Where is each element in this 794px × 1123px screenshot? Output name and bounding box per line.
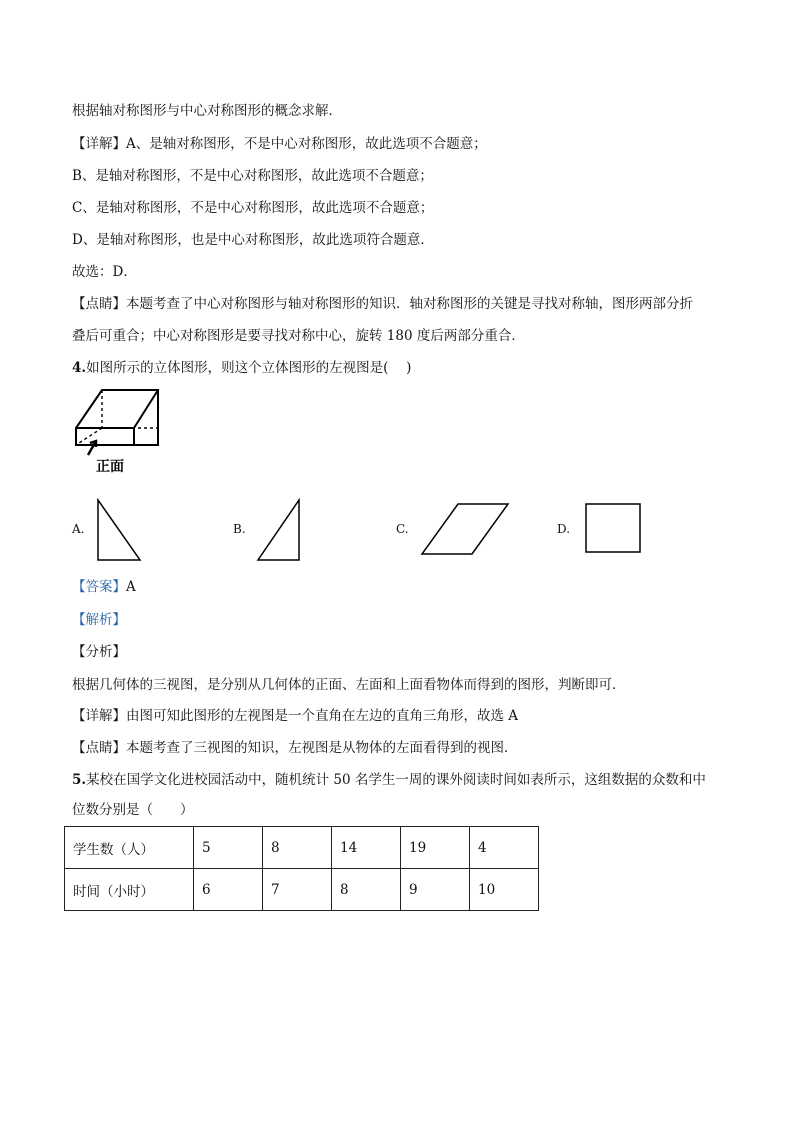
option-a-figure [96,498,142,562]
detail-line-d: D、是轴对称图形，也是中心对称图形，故此选项符合题意． [72,232,434,248]
option-c-label: C. [396,522,409,536]
comment3-label: 【点睛】 [72,296,126,312]
table-cell: 9 [401,869,470,911]
table-row2-header: 时间（小时） [65,869,194,911]
table-cell: 5 [194,827,263,869]
table-cell: 8 [263,827,332,869]
table-cell: 14 [332,827,401,869]
analysis-label: 【解析】 [72,612,126,628]
detail-choice: 故选：D． [72,264,137,280]
figure-label: 正面 [96,459,124,475]
answer-value: A [126,579,136,595]
q4-analysis-label [72,610,732,630]
table-cell: 8 [332,869,401,911]
q5-text1: 某校在国学文化进校园活动中，随机统计 50 名学生一周的课外阅读时间如表所示，这组数据的众数和中 [86,772,706,788]
q4-comment-text: 本题考查了三视图的知识，左视图是从物体的左面看得到的视图． [126,740,518,756]
q4-detail-label: 【详解】 [72,708,126,724]
detail-label: 【详解】 [72,136,126,152]
q4-answer [72,577,732,597]
detail-text-a: A、是轴对称图形，不是中心对称图形，故此选项不合题意； [126,136,487,152]
table-cell: 7 [263,869,332,911]
table-cell: 10 [470,869,539,911]
intro-line: 根据轴对称图形与中心对称图形的概念求解． [72,103,342,119]
q5-line1 [72,770,732,790]
answer-label: 【答案】 [72,579,126,595]
option-b-figure [256,498,302,562]
detail-line-b: B、是轴对称图形，不是中心对称图形，故此选项不合题意； [72,168,433,184]
detail-line-c: C、是轴对称图形，不是中心对称图形，故此选项不合题意； [72,200,434,216]
q4-text: 如图所示的立体图形，则这个立体图形的左视图是( ) [86,360,412,376]
q4-comment-label: 【点睛】 [72,740,126,756]
table-row [65,869,539,911]
q4-detail [72,706,732,726]
table-cell: 6 [194,869,263,911]
q4-number: 4. [72,360,87,376]
prism-figure [72,385,172,475]
table-cell: 19 [401,827,470,869]
q4-fenxi-text: 根据几何体的三视图，是分别从几何体的正面、左面和上面看物体而得到的图形，判断即可． [72,677,626,693]
comment3-line2: 叠后可重合；中心对称图形是要寻找对称中心，旋转 180 度后两部分重合． [72,328,525,344]
option-a-label: A. [72,522,85,536]
comment3-line1 [72,294,732,314]
option-c-figure [420,502,510,556]
reading-time-table [64,826,539,911]
table-cell: 4 [470,827,539,869]
option-d-figure [584,502,642,554]
table-row [65,827,539,869]
q5-number: 5. [72,772,87,788]
option-d-label: D. [557,522,571,536]
detail-line-a [72,134,732,154]
q5-line2: 位数分别是（ ） [72,802,194,818]
table-row1-header: 学生数（人） [65,827,194,869]
q4-fenxi-label: 【分析】 [72,644,126,660]
q4-comment [72,738,732,758]
comment3-text1: 本题考查了中心对称图形与轴对称图形的知识．轴对称图形的关键是寻找对称轴，图形两部分折 [126,296,693,312]
q4-detail-text: 由图可知此图形的左视图是一个直角在左边的直角三角形，故选 A [126,708,519,724]
q4-question [72,358,732,378]
option-b-label: B. [233,522,246,536]
